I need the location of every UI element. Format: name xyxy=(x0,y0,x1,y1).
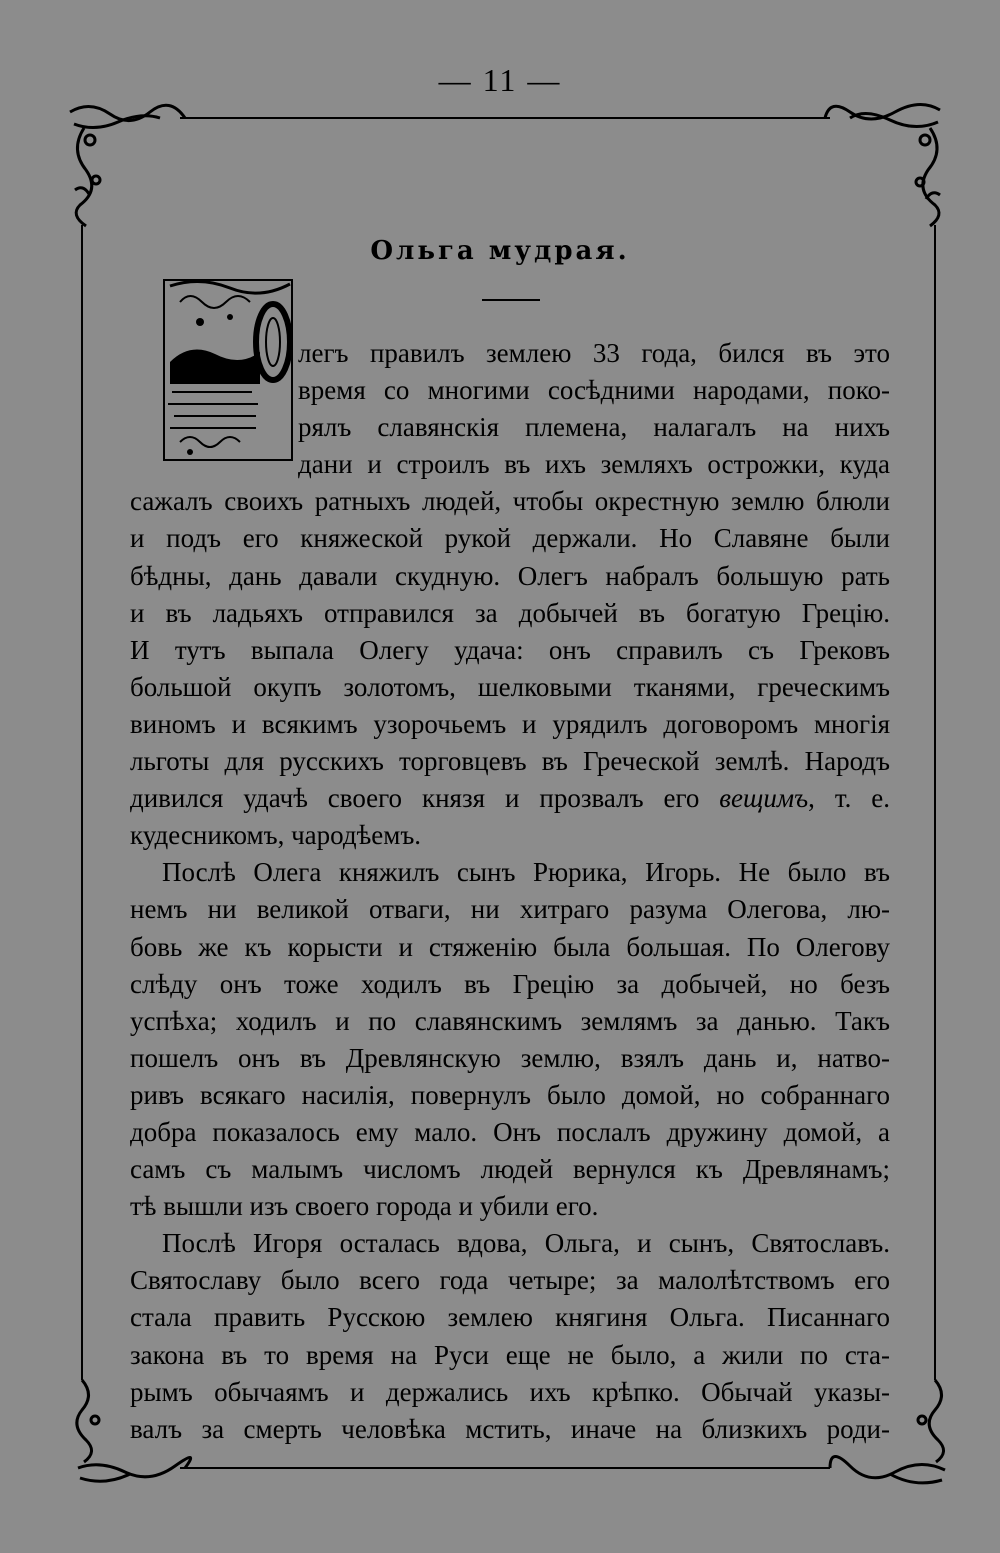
paragraph-3 xyxy=(130,1225,890,1448)
text-line: и подъ его княжеской рукой держали. Но Славяне были xyxy=(130,523,890,554)
text-line: и въ ладьяхъ отправился за добычей въ богатую Грецію. xyxy=(130,597,890,628)
text-line: валъ за смерть человѣка мстить, иначе на близкихъ роди- xyxy=(130,1413,890,1444)
text-line: успѣха; ходилъ и по славянскимъ землямъ за данью. Такъ xyxy=(130,1005,890,1036)
page-number: — 11 — xyxy=(438,62,562,98)
text-line: Святославу было всего года четыре; за малолѣтствомъ его xyxy=(130,1265,890,1296)
corner-ornament-top-right xyxy=(825,104,940,226)
text-segment: дивился удачѣ своего князя и прозвалъ его xyxy=(130,783,700,814)
text-line: самъ съ малымъ числомъ людей вернулся къ Древлянамъ; xyxy=(130,1154,890,1185)
body-text xyxy=(130,335,890,1448)
text-line: время со многими сосѣдними народами, поко- xyxy=(298,375,890,406)
text-line: немъ ни великой отваги, ни хитраго разума Олегова, лю- xyxy=(130,894,890,925)
text-line: большой окупъ золотомъ, шелковыми тканями, греческимъ xyxy=(130,671,890,702)
text-line: виномъ и всякимъ узорочьемъ и урядилъ договоромъ многія xyxy=(130,708,890,739)
text-line: рымъ обычаямъ и держались ихъ крѣпко. Обычай указы- xyxy=(130,1376,890,1407)
text-line: легъ правилъ землею 33 года, бился въ это xyxy=(298,338,890,368)
text-line: рялъ славянскія племена, налагалъ на нихъ xyxy=(298,412,890,443)
paragraph-1 xyxy=(130,335,890,854)
text-line: сажалъ своихъ ратныхъ людей, чтобы окрестную землю блюли xyxy=(130,486,890,517)
text-line: бовь же къ корысти и стяженію была большая. По Олегову xyxy=(130,931,890,962)
text-line: кудесникомъ, чародѣемъ. xyxy=(130,820,422,851)
paragraph-2 xyxy=(130,854,890,1225)
text-line: тѣ вышли изъ своего города и убили его. xyxy=(130,1191,599,1222)
text-line: Послѣ Игоря осталась вдова, Ольга, и сынъ, Святославъ. xyxy=(162,1228,890,1259)
text-line: Послѣ Олега княжилъ сынъ Рюрика, Игорь. Не было въ xyxy=(162,857,890,888)
text-line: добра показалось ему мало. Онъ послалъ дружину домой, а xyxy=(130,1116,890,1147)
text-line-with-italic xyxy=(130,780,890,817)
italic-word: вещимъ xyxy=(719,783,809,814)
title-divider xyxy=(482,299,540,301)
text-line: стала править Русскою землею княгиня Ольга. Писаннаго xyxy=(130,1302,890,1333)
text-line: дани и строилъ въ ихъ земляхъ острожки, куда xyxy=(298,449,890,480)
corner-ornament-top-left xyxy=(70,105,185,226)
text-line: пошелъ онъ въ Древлянскую землю, взялъ дань и, натво- xyxy=(130,1042,890,1073)
text-line: И тутъ выпала Олегу удача: онъ справилъ съ Грековъ xyxy=(130,634,890,665)
text-line: слѣду онъ тоже ходилъ въ Грецію за добычей, но безъ xyxy=(130,968,890,999)
text-line: льготы для русскихъ торговцевъ въ Греческой землѣ. Народъ xyxy=(130,746,890,777)
text-line: ривъ всякаго насилія, повернулъ было домой, но собраннаго xyxy=(130,1079,890,1110)
text-segment: , т. е. xyxy=(808,783,891,814)
chapter-title: Ольга мудрая. xyxy=(370,236,630,266)
text-line: закона въ то время на Руси еще не было, а жили по ста- xyxy=(130,1339,890,1370)
text-line: бѣдны, дань давали скудную. Олегъ набралъ большую рать xyxy=(130,560,890,591)
